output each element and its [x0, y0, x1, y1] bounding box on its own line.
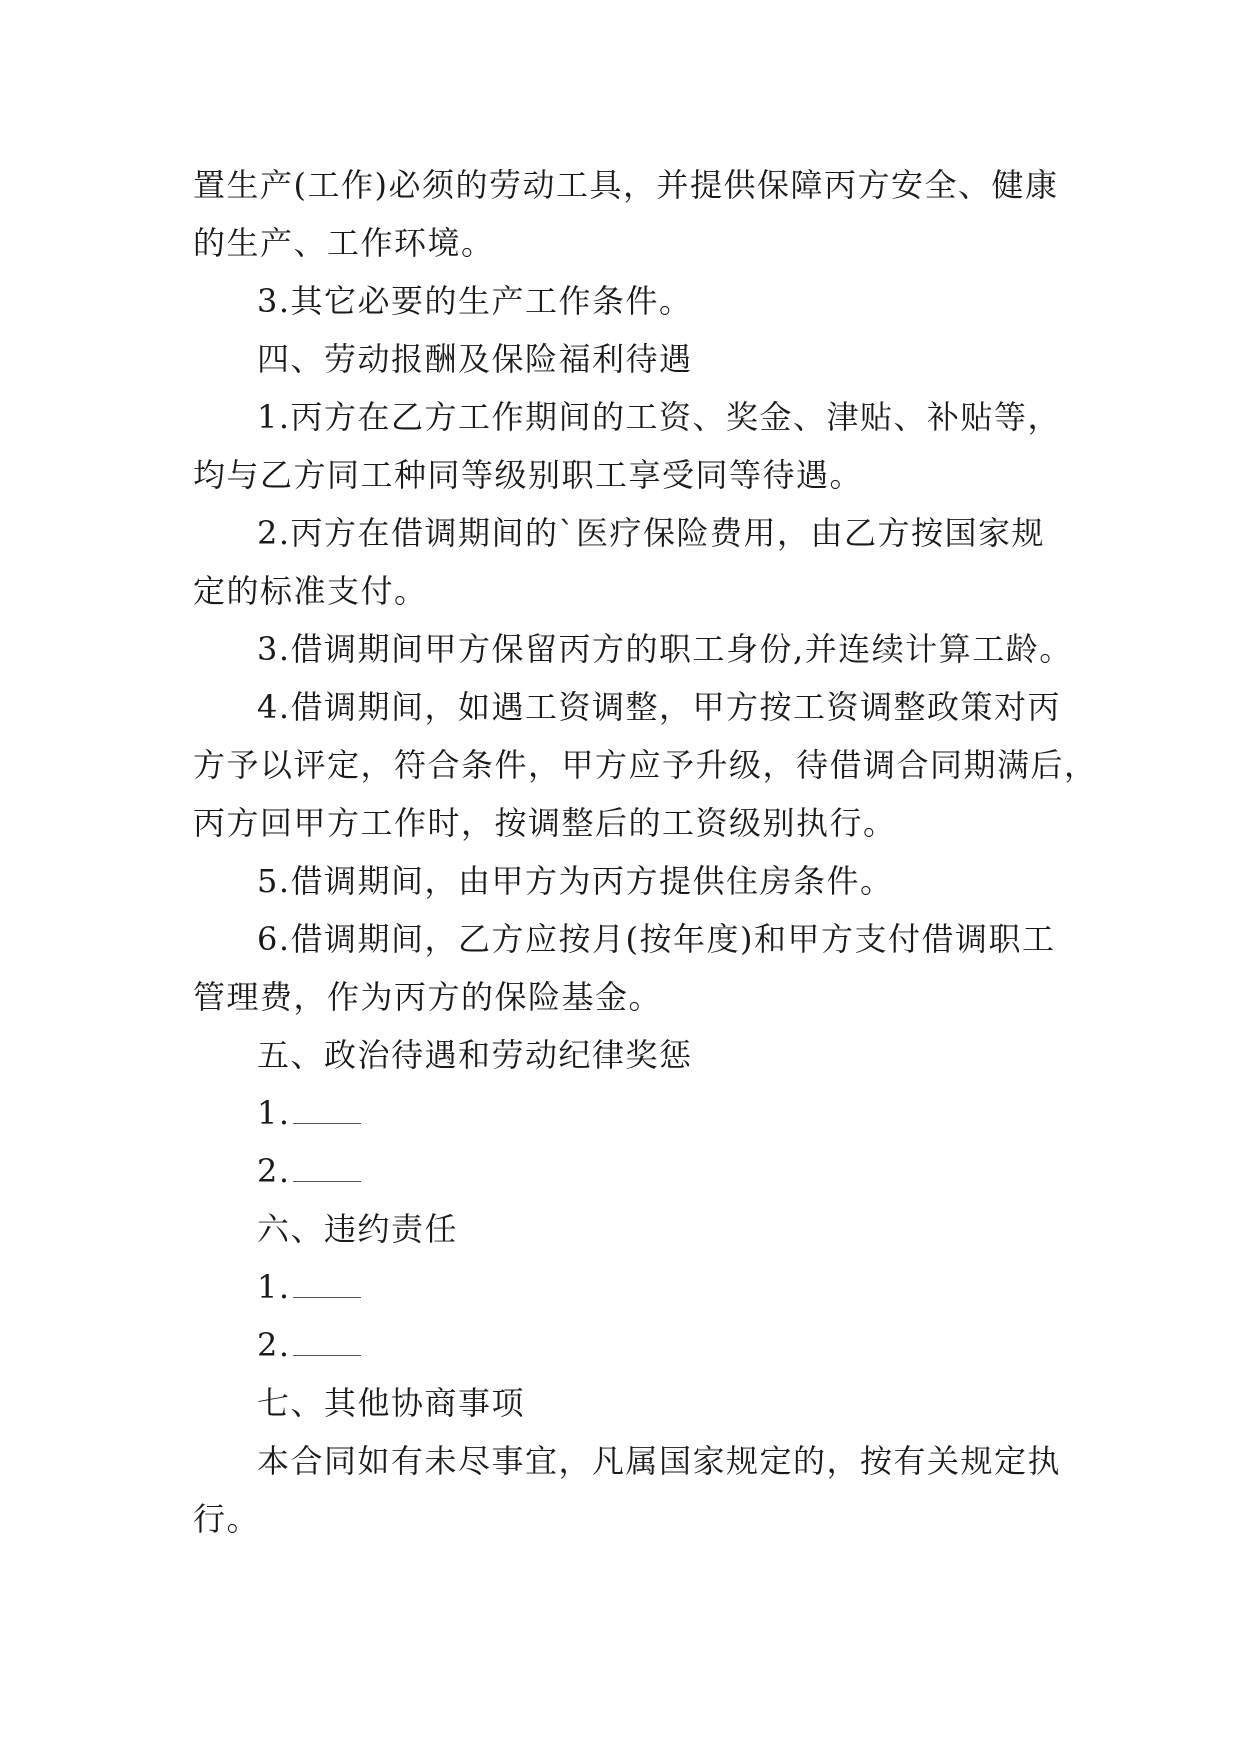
body-line: 行。 [193, 1500, 261, 1538]
body-line: 方予以评定，符合条件，甲方应予升级，待借调合同期满后， [193, 746, 1098, 784]
body-line: 丙方回甲方工作时，按调整后的工资级别执行。 [193, 804, 897, 842]
body-line: 的生产、工作环境。 [193, 224, 495, 262]
section-heading: 六、违约责任 [257, 1210, 459, 1248]
blank-list-item: 1. [193, 1258, 1053, 1316]
list-item: 6.借调期间，乙方应按月(按年度)和甲方支付借调职工 [257, 920, 1056, 958]
body-line: 管理费，作为丙方的保险基金。 [193, 978, 663, 1016]
section-heading: 七、其他协商事项 [257, 1384, 526, 1422]
fill-in-blank [293, 1179, 361, 1182]
body-line: 均与乙方同工种同等级别职工享受同等待遇。 [193, 456, 864, 494]
section-heading: 五、政治待遇和劳动纪律奖惩 [257, 1036, 693, 1074]
blank-list-item: 2. [193, 1142, 1053, 1200]
fill-in-blank [293, 1353, 361, 1356]
list-item: 2.丙方在借调期间的`医疗保险费用，由乙方按国家规 [257, 514, 1046, 552]
document-body [193, 156, 1098, 1548]
fill-in-blank [293, 1295, 361, 1298]
blank-list-item: 2. [193, 1316, 1053, 1374]
body-line: 定的标准支付。 [193, 572, 428, 610]
section-heading: 四、劳动报酬及保险福利待遇 [257, 340, 693, 378]
body-line: 本合同如有未尽事宜，凡属国家规定的，按有关规定执 [257, 1442, 1062, 1480]
fill-in-blank [293, 1121, 361, 1124]
list-item: 3.其它必要的生产工作条件。 [257, 282, 693, 320]
list-item: 5.借调期间，由甲方为丙方提供住房条件。 [257, 862, 894, 900]
list-item: 3.借调期间甲方保留丙方的职工身份,并连续计算工龄。 [257, 630, 1073, 668]
body-line: 置生产(工作)必须的劳动工具，并提供保障丙方安全、健康 [193, 166, 1059, 204]
blank-list-item: 1. [193, 1084, 1053, 1142]
list-item: 1.丙方在乙方工作期间的工资、奖金、津贴、补贴等， [257, 398, 1062, 436]
list-item: 4.借调期间，如遇工资调整，甲方按工资调整政策对丙 [257, 688, 1062, 726]
